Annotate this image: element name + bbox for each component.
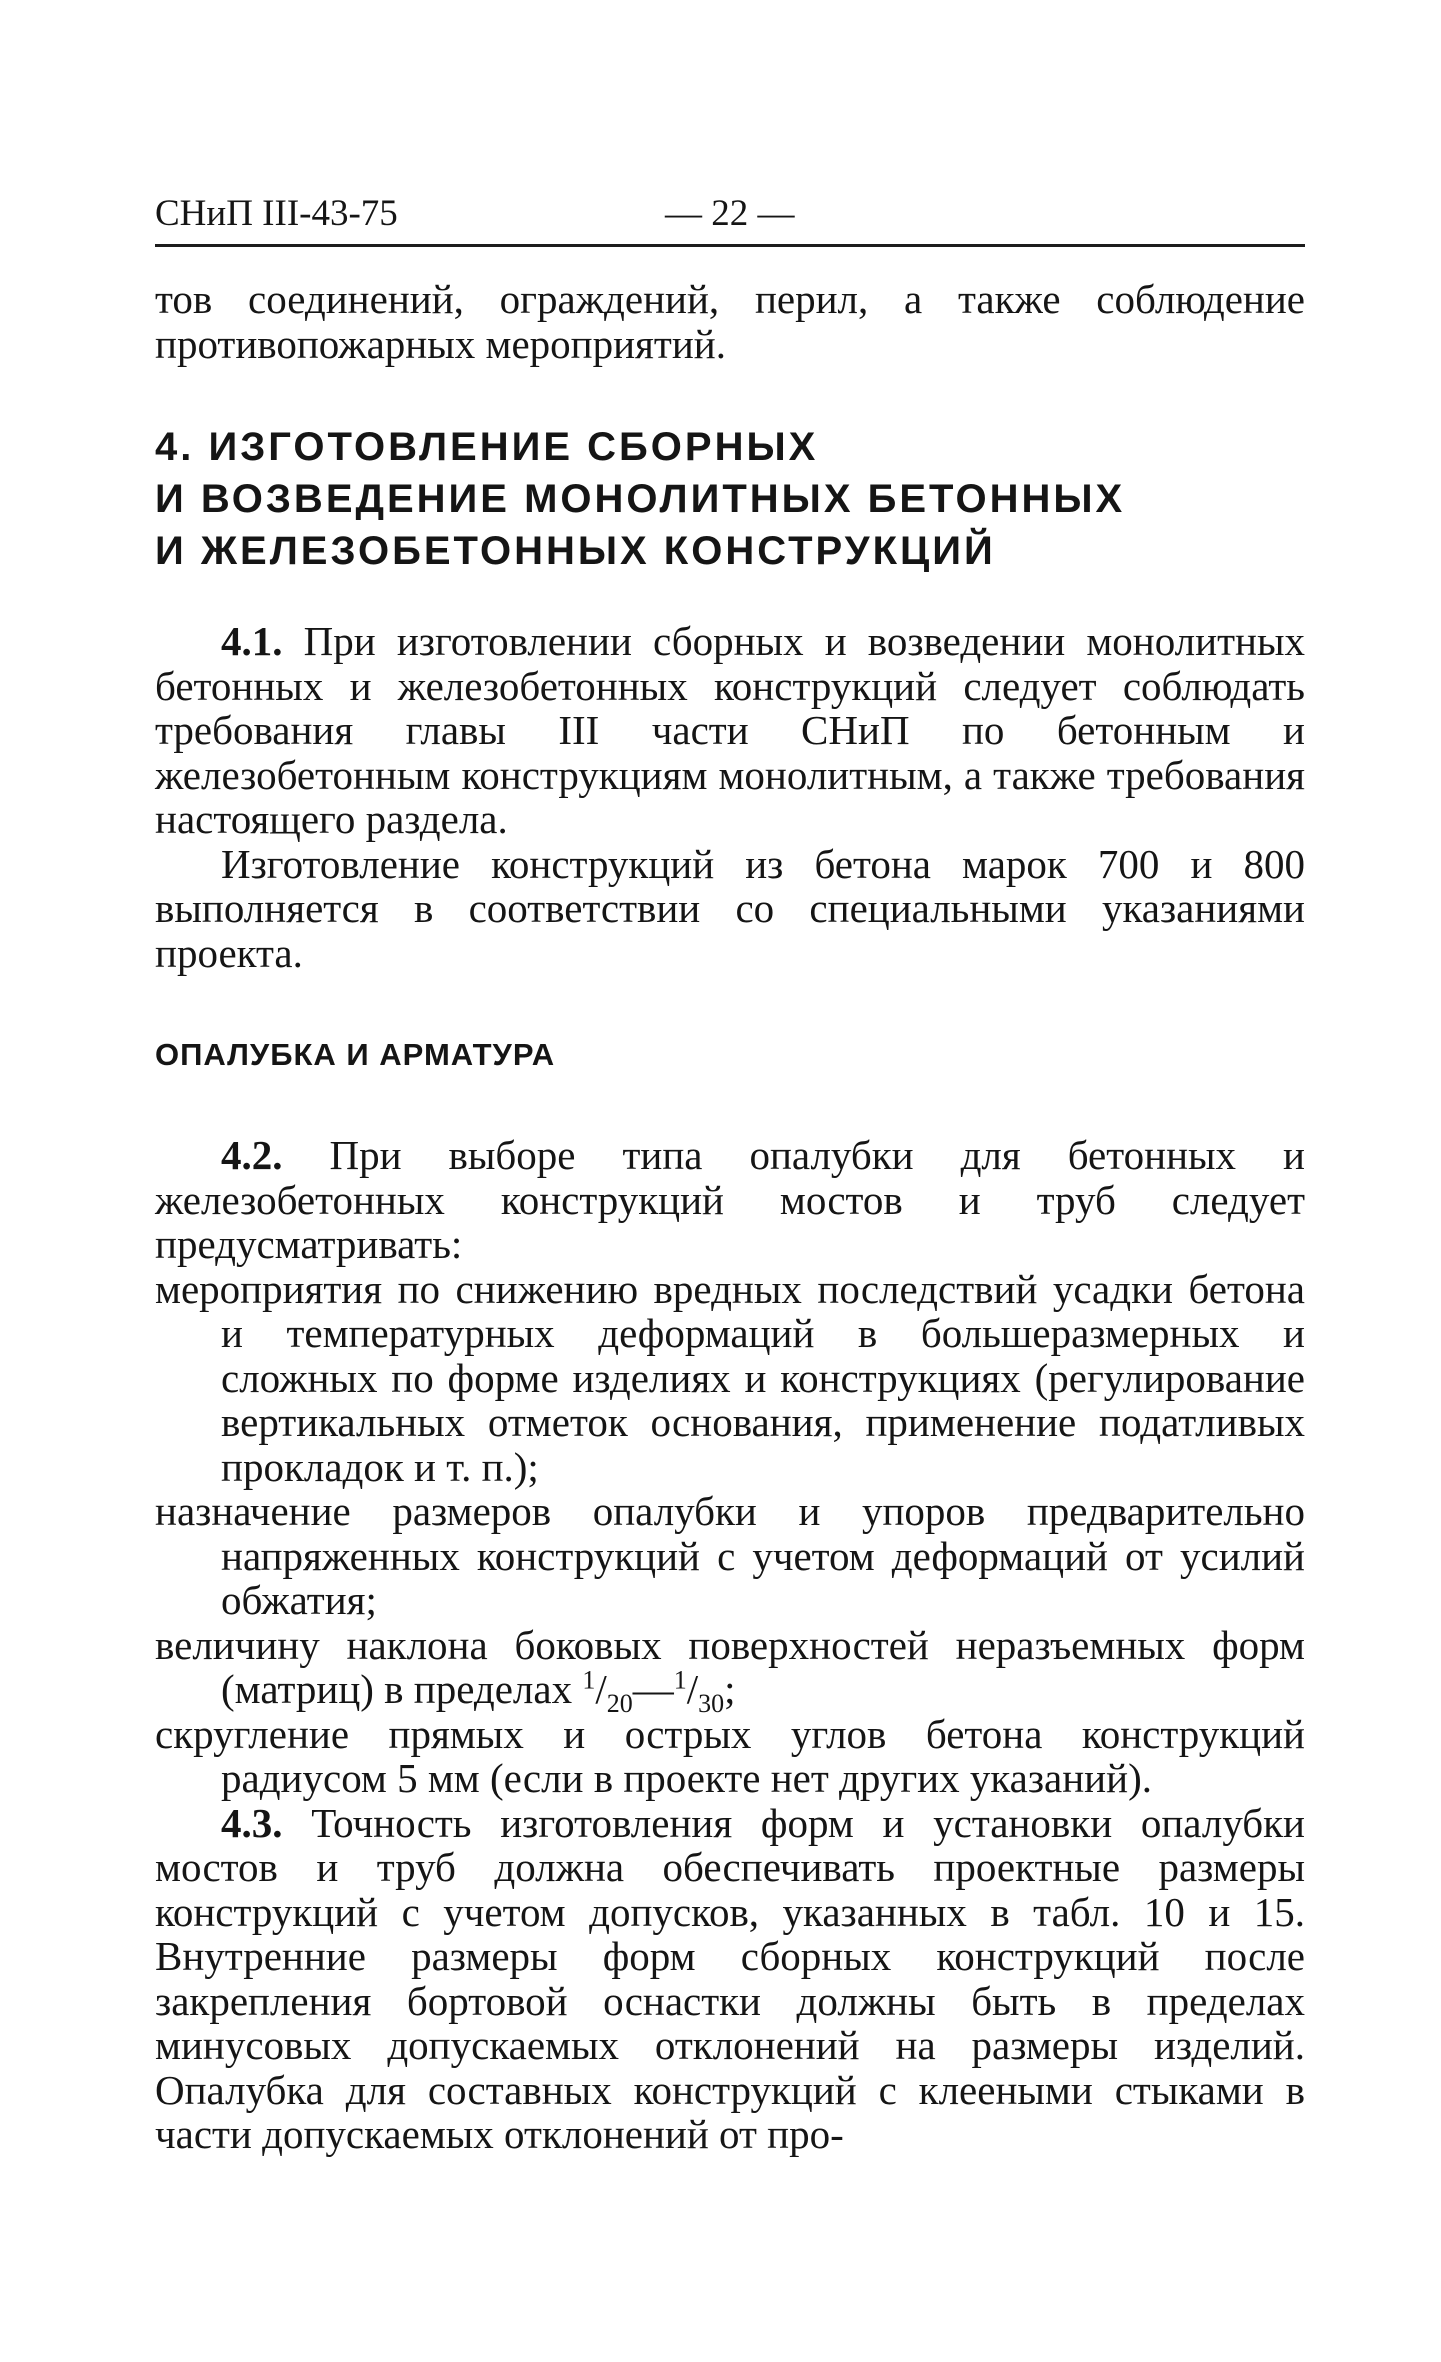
range-dash: — bbox=[632, 1666, 674, 1712]
subheading: ОПАЛУБКА И АРМАТУРА bbox=[155, 1037, 556, 1072]
fraction-denominator: 20 bbox=[606, 1689, 633, 1719]
fraction-numerator: 1 bbox=[673, 1665, 687, 1695]
continuation-paragraph: тов соединений, ограждений, перил, а также соблюдение противопожарных мероприятий. bbox=[155, 276, 1305, 367]
section-heading-line-2: И ВОЗВЕДЕНИЕ МОНОЛИТНЫХ БЕТОННЫХ bbox=[155, 477, 1126, 521]
paragraph-4-3 bbox=[155, 1801, 1305, 2157]
paragraph-text: При изготовлении сборных и возведении монолитных бетонных и железобетонных конструкций следует соблюдать требования главы III части СНиП по бетонным и железобетонным конструкциям монолитным, а также требования настоящего раздела. bbox=[155, 618, 1305, 842]
list-item-3: величину наклона боковых поверхностей неразъемных форм (матриц) в пределах $^1/_{20}—^1/_{30}$; bbox=[155, 1621, 1305, 1719]
section-heading-line-3: И ЖЕЛЕЗОБЕТОННЫХ КОНСТРУКЦИЙ bbox=[155, 529, 996, 573]
paragraph-number: 4.2. bbox=[221, 1132, 283, 1178]
list-item-4: скругление прямых и острых углов бетона конструкций радиусом 5 мм (если в проекте нет других указаний). bbox=[155, 1710, 1305, 1801]
section-heading-line-1: 4. ИЗГОТОВЛЕНИЕ СБОРНЫХ bbox=[155, 425, 819, 469]
paragraph-number: 4.1. bbox=[221, 618, 283, 664]
paragraph-4-1-continued: Изготовление конструкций из бетона марок 700 и 800 выполняется в соответствии со специальными указаниями проекта. bbox=[155, 840, 1305, 976]
fraction-numerator: 1 bbox=[582, 1665, 596, 1695]
page-number: — 22 — bbox=[665, 193, 795, 234]
section-heading bbox=[155, 421, 1305, 577]
paragraph-text: Точность изготовления форм и установки опалубки мостов и труб должна обеспечивать проектные размеры конструкций с учетом допусков, указанных в табл. 10 и 15. Внутренние размеры форм сборных конструкций после закрепления бортовой оснастки должны быть в пределах минусовых допускаемых отклонений на размеры изделий. Опалубка для составных конструкций с клееными стыками в части допускаемых отклонений от про- bbox=[155, 1799, 1305, 2157]
running-header bbox=[155, 190, 1305, 238]
list-item-text: величину наклона боковых поверхностей неразъемных форм (матриц) в пределах bbox=[155, 1621, 1305, 1712]
header-rule bbox=[155, 244, 1305, 247]
document-code: СНиП III-43-75 bbox=[155, 193, 398, 234]
paragraph-4-1 bbox=[155, 619, 1305, 842]
list-item-2: назначение размеров опалубки и упоров предварительно напряженных конструкций с учетом деформаций от усилий обжатия; bbox=[155, 1488, 1305, 1623]
fraction-denominator: 30 bbox=[698, 1689, 725, 1719]
paragraph-text: При выборе типа опалубки для бетонных и железобетонных конструкций мостов и труб следует предусматривать: bbox=[155, 1132, 1305, 1267]
document-page bbox=[155, 190, 1305, 2157]
list-item-1: мероприятия по снижению вредных последствий усадки бетона и температурных деформаций в большеразмерных и сложных по форме изделиях и конструкциях (регулирование вертикальных отметок основания, применение податливых прокладок и т. п.); bbox=[155, 1265, 1305, 1490]
paragraph-4-2 bbox=[155, 1133, 1305, 1267]
list-item-end: ; bbox=[724, 1666, 736, 1712]
paragraph-number: 4.3. bbox=[221, 1799, 283, 1846]
